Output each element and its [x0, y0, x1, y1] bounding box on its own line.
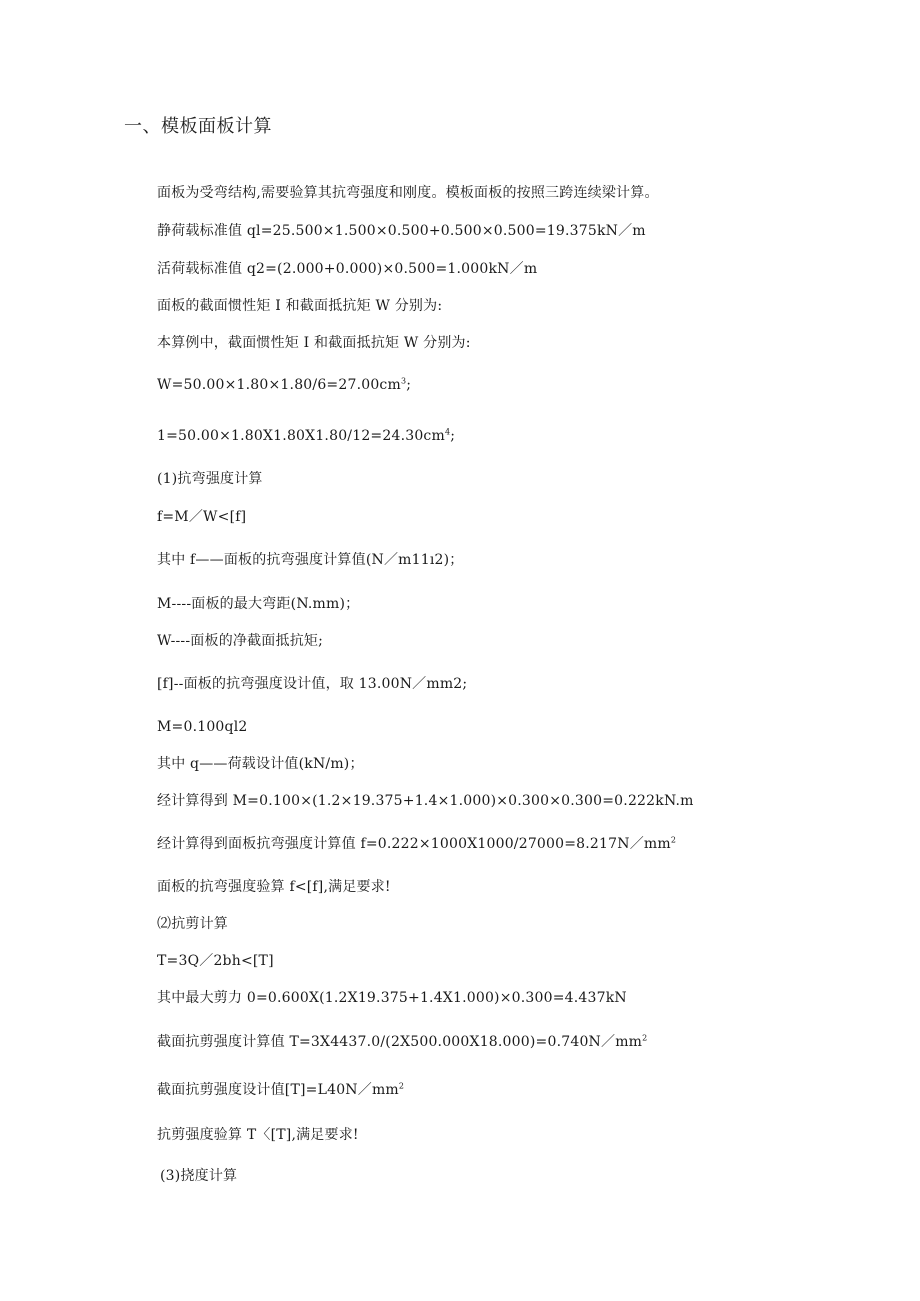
text-line: 抗剪强度验算 T〈[T],满足要求! [157, 1127, 359, 1143]
formula-w: W=50.00×1.80×1.80/6=27.00cm [157, 377, 401, 393]
formula-t-line [157, 1033, 647, 1051]
text-line: 其中最大剪力 0=0.600X(1.2X19.375+1.4X1.000)×0.300=4.437kN [157, 990, 627, 1006]
text-line: M=0.100ql2 [157, 719, 248, 735]
t-superscript: 2 [642, 1033, 648, 1043]
text-line: (1)抗弯强度计算 [157, 471, 263, 487]
formula-f-line [157, 835, 676, 853]
text-line: 活荷载标准值 q2=(2.000+0.000)×0.500=1.000kN／m [157, 261, 538, 277]
f-superscript: 2 [670, 835, 677, 845]
w-superscript: 3 [400, 376, 407, 386]
text-line: (3)挠度计算 [160, 1168, 238, 1184]
tdesign-superscript: 2 [398, 1081, 405, 1091]
text-line: 面板的截面惯性矩 I 和截面抵抗矩 W 分别为: [157, 298, 443, 314]
text-line: 面板为受弯结构,需要验算其抗弯强度和刚度。模板面板的按照三跨连续梁计算。 [157, 185, 659, 201]
formula-tdesign: 截面抗剪强度设计值[T]=L40N／mm [157, 1082, 399, 1098]
text-line: T=3Q／2bh<[T] [157, 953, 274, 969]
formula-w-end: ; [406, 377, 412, 393]
formula-i-end: ; [450, 428, 456, 444]
text-line: 经计算得到 M=0.100×(1.2×19.375+1.4×1.000)×0.300×0.300=0.222kN.m [157, 793, 694, 809]
i-superscript: 4 [444, 427, 451, 437]
text-line: f=M／W<[f] [157, 509, 247, 525]
formula-t: 截面抗剪强度计算值 T=3X4437.0/(2X500.000X18.000)=0.740N／mm [157, 1034, 643, 1050]
text-line: 其中 q——荷载设计值(kN/m)； [157, 756, 364, 772]
text-line: 其中 f——面板的抗弯强度计算值(N／m11ı2)； [157, 552, 464, 568]
text-line: W----面板的净截面抵抗矩; [157, 633, 324, 649]
text-line: [f]--面板的抗弯强度设计值，取 13.00N／mm2; [157, 676, 468, 692]
formula-f: 经计算得到面板抗弯强度计算值 f=0.222×1000X1000/27000=8.217N／mm [157, 836, 671, 852]
text-line: ⑵抗剪计算 [157, 916, 228, 932]
text-line: 本算例中，截面惯性矩 I 和截面抵抗矩 W 分别为: [157, 335, 471, 351]
text-line: M----面板的最大弯距(N.mm)； [157, 596, 360, 612]
text-line: 面板的抗弯强度验算 f<[f],满足要求! [157, 879, 391, 895]
formula-w-line [157, 376, 411, 394]
text-line: 静荷载标准值 ql=25.500×1.500×0.500+0.500×0.500=19.375kN／m [157, 223, 646, 239]
section-heading: 一、模板面板计算 [124, 116, 272, 137]
formula-i: 1=50.00×1.80X1.80X1.80/12=24.30cm [157, 428, 445, 444]
formula-tdesign-line [157, 1081, 404, 1099]
formula-i-line [157, 427, 455, 445]
